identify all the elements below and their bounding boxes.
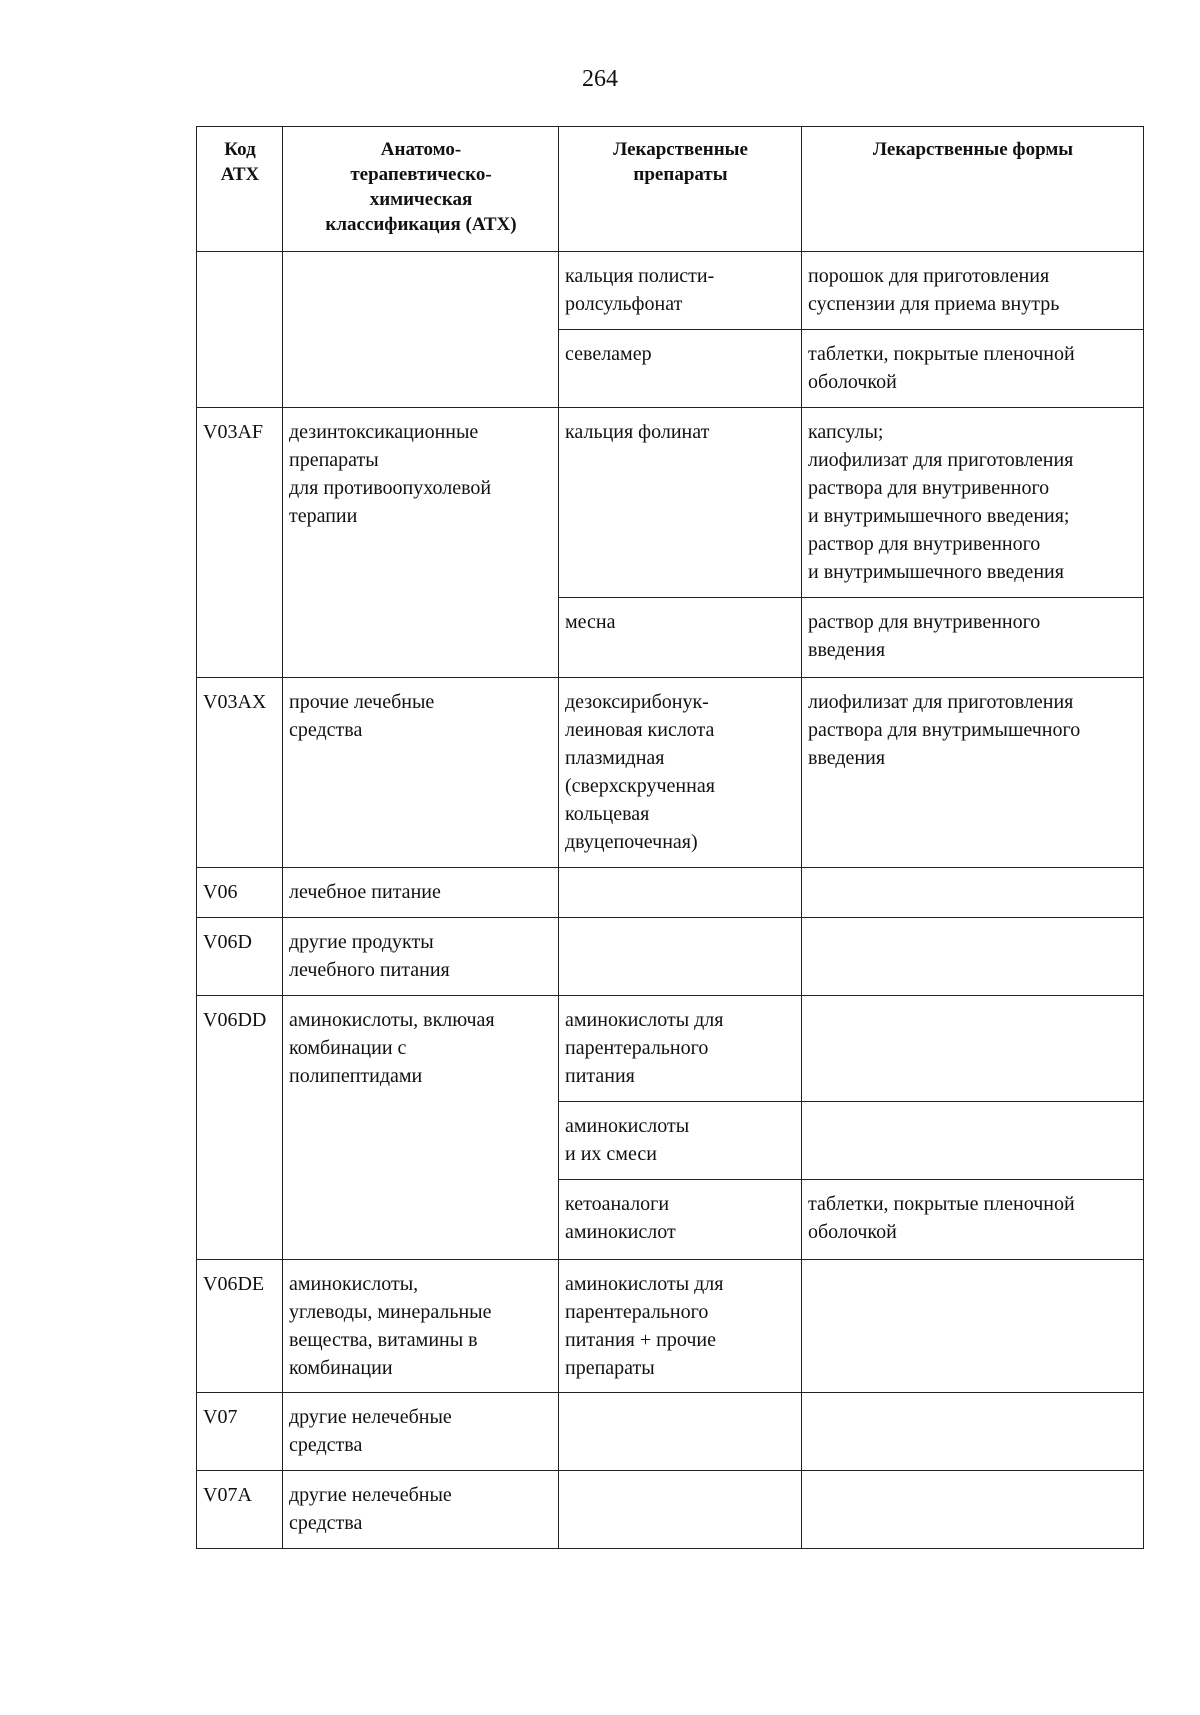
header-atc-classification: Анатомо- терапевтическо- химическая классификация (АТХ) [283,127,559,252]
header-drugs: Лекарственные препараты [559,127,802,252]
cell-drug: кальция полисти- ролсульфонат [559,252,802,330]
cell-form [802,1393,1144,1471]
cell-form: капсулы; лиофилизат для приготовления раствора для внутривенного и внутримышечного введения; раствор для внутривенного и внутримышечного введения [802,408,1144,598]
cell-form: лиофилизат для приготовления раствора для внутримышечного введения [802,678,1144,868]
cell-form: таблетки, покрытые пленочной оболочкой [802,1180,1144,1260]
cell-class: другие нелечебные средства [283,1471,559,1549]
cell-form [802,1102,1144,1180]
cell-form [802,1260,1144,1393]
cell-drug: аминокислоты для парентерального питания + прочие препараты [559,1260,802,1393]
header-dosage-forms: Лекарственные формы [802,127,1144,252]
cell-drug: севеламер [559,330,802,408]
cell-drug [559,1471,802,1549]
cell-class: другие продукты лечебного питания [283,918,559,996]
cell-form [802,918,1144,996]
table-row [197,408,1144,598]
cell-drug [559,868,802,918]
cell-code: V07 [197,1393,283,1471]
table-row [197,868,1144,918]
cell-code: V03AX [197,678,283,868]
cell-drug: дезоксирибонук- леиновая кислота плазмидная (сверхскрученная кольцевая двуцепочечная) [559,678,802,868]
cell-form: раствор для внутривенного введения [802,598,1144,678]
cell-drug: кетоаналоги аминокислот [559,1180,802,1260]
cell-class: лечебное питание [283,868,559,918]
table-row [197,1260,1144,1393]
page-number: 264 [582,66,618,92]
cell-class: прочие лечебные средства [283,678,559,868]
cell-code: V06DE [197,1260,283,1393]
table-row [197,996,1144,1102]
cell-class: дезинтоксикационные препараты для противоопухолевой терапии [283,408,559,678]
cell-class: аминокислоты, включая комбинации с полипептидами [283,996,559,1260]
table-row [197,252,1144,330]
cell-form [802,1471,1144,1549]
cell-class: другие нелечебные средства [283,1393,559,1471]
cell-code: V06DD [197,996,283,1260]
cell-code: V06D [197,918,283,996]
cell-drug [559,1393,802,1471]
cell-drug: аминокислоты для парентерального питания [559,996,802,1102]
cell-form: порошок для приготовления суспензии для приема внутрь [802,252,1144,330]
cell-form: таблетки, покрытые пленочной оболочкой [802,330,1144,408]
table-row [197,678,1144,868]
cell-drug [559,918,802,996]
cell-class: аминокислоты, углеводы, минеральные вещества, витамины в комбинации [283,1260,559,1393]
table-row [197,918,1144,996]
cell-code: V06 [197,868,283,918]
header-atc-code: Код АТХ [197,127,283,252]
table-row [197,1393,1144,1471]
cell-code [197,252,283,408]
cell-code: V03AF [197,408,283,678]
cell-form [802,996,1144,1102]
cell-code: V07A [197,1471,283,1549]
table-row [197,1471,1144,1549]
cell-drug: аминокислоты и их смеси [559,1102,802,1180]
cell-form [802,868,1144,918]
table-header-row [197,127,1144,252]
cell-class [283,252,559,408]
cell-drug: кальция фолинат [559,408,802,598]
cell-drug: месна [559,598,802,678]
atc-table [196,126,1144,1549]
